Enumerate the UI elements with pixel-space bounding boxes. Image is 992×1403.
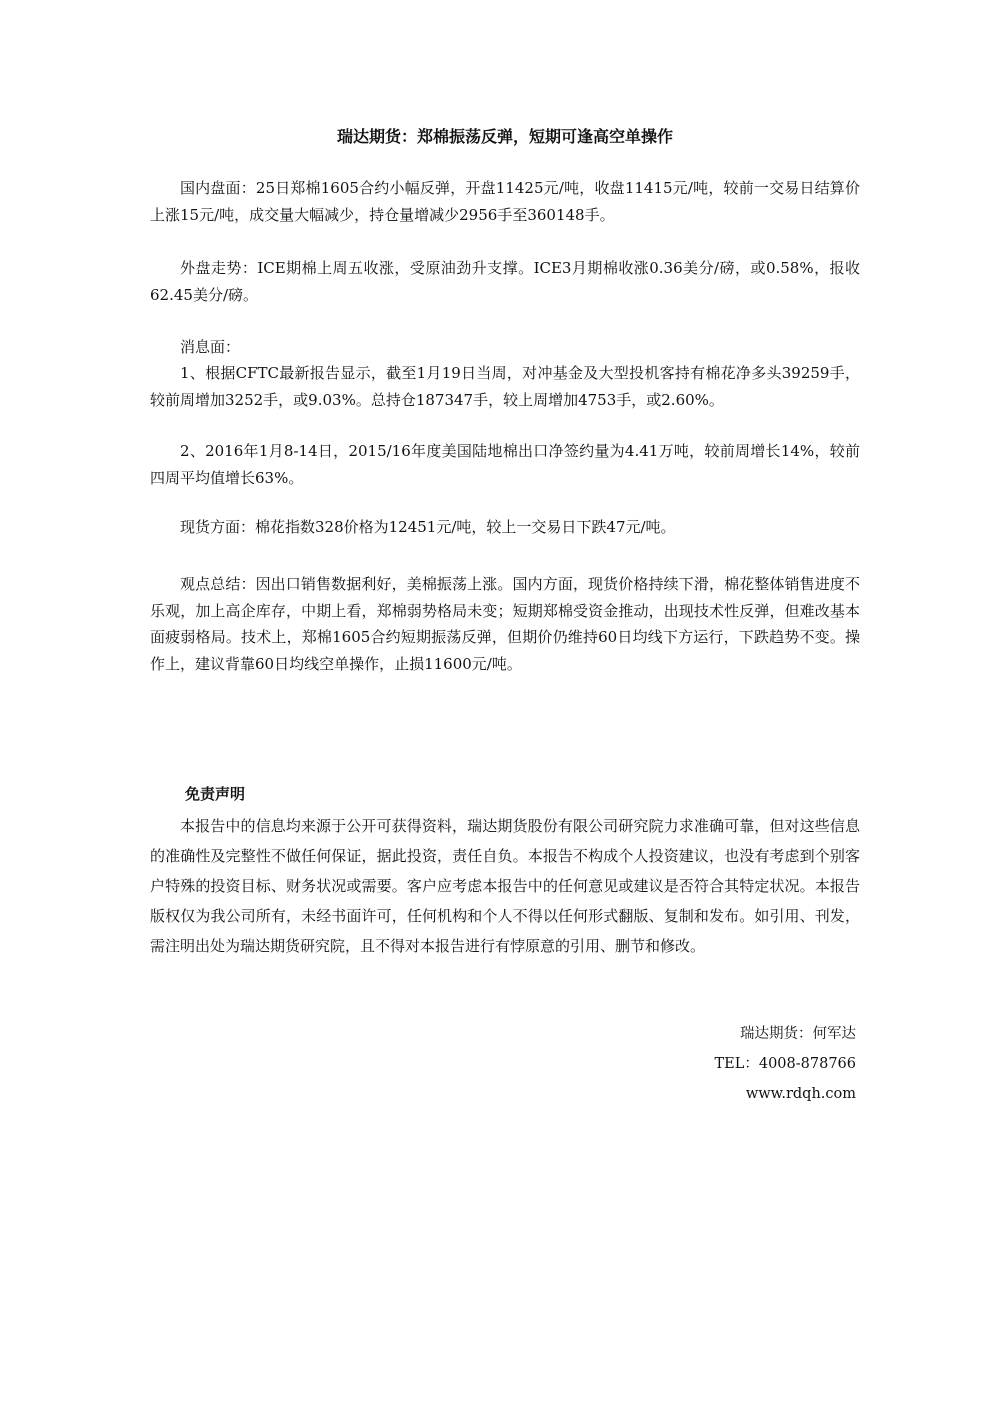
summary-view-paragraph: 观点总结：因出口销售数据利好，美棉振荡上涨。国内方面，现货价格持续下滑，棉花整体销售进度不乐观，加上高企库存，中期上看，郑棉弱势格局未变；短期郑棉受资金推动，出现技术性反弹，但难改基本面疲弱格局。技术上，郑棉1605合约短期振荡反弹，但期价仍维持60日均线下方运行，下跌趋势不变。操作上，建议背靠60日均线空单操作，止损11600元/吨。 — [150, 575, 860, 673]
news-item-export-sales: 2、2016年1月8-14日，2015/16年度美国陆地棉出口净签约量为4.41万吨，较前周增长14%，较前四周平均值增长63%。 — [150, 442, 860, 487]
disclaimer-title: 免责声明 — [185, 785, 246, 803]
news-item-cftc: 1、根据CFTC最新报告显示，截至1月19日当周，对冲基金及大型投机客持有棉花净多头39259手，较前周增加3252手，或9.03%。总持仓187347手，较上周增加4753手，或2.60%。 — [150, 364, 860, 409]
document-title: 瑞达期货：郑棉振荡反弹，短期可逢高空单操作 — [336, 127, 673, 146]
domestic-market-paragraph: 国内盘面：25日郑棉1605合约小幅反弹，开盘11425元/吨，收盘11415元/吨，较前一交易日结算价上涨15元/吨，成交量大幅减少，持仓量增减少2956手至360148手。 — [150, 179, 860, 224]
news-heading: 消息面： — [180, 338, 241, 356]
overseas-market-paragraph: 外盘走势：ICE期棉上周五收涨，受原油劲升支撑。ICE3月期棉收涨0.36美分/磅，或0.58%，报收62.45美分/磅。 — [150, 259, 860, 304]
signature-author: 瑞达期货：何军达 — [740, 1026, 856, 1042]
disclaimer-body: 本报告中的信息均来源于公开可获得资料，瑞达期货股份有限公司研究院力求准确可靠，但对这些信息的准确性及完整性不做任何保证，据此投资，责任自负。本报告不构成个人投资建议，也没有考虑到个别客户特殊的投资目标、财务状况或需要。客户应考虑本报告中的任何意见或建议是否符合其特定状况。本报告版权仅为我公司所有，未经书面许可，任何机构和个人不得以任何形式翻版、复制和发布。如引用、刊发，需注明出处为瑞达期货研究院，且不得对本报告进行有悖原意的引用、删节和修改。 — [150, 817, 860, 955]
spot-market-paragraph: 现货方面：棉花指数328价格为12451元/吨，较上一交易日下跌47元/吨。 — [180, 518, 676, 536]
signature-phone: TEL：4008-878766 — [714, 1056, 856, 1072]
signature-website: www.rdqh.com — [745, 1086, 856, 1102]
